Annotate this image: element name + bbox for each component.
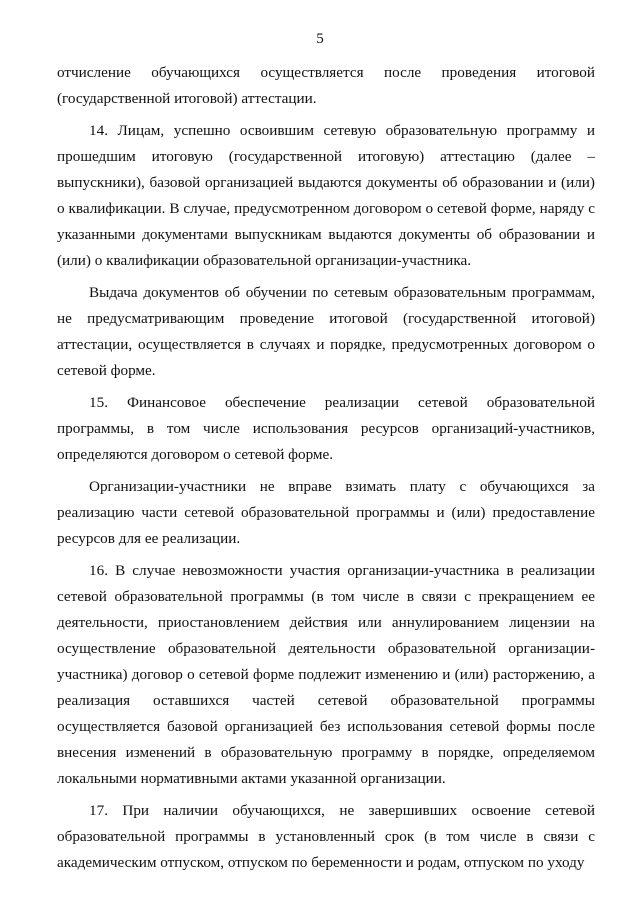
paragraph-item-15: 15. Финансовое обеспечение реализации сетевой образовательной программы, в том числе использования ресурсов организаций-участников, определяются договором о сетевой форме. bbox=[57, 394, 595, 463]
paragraph-item-14: 14. Лицам, успешно освоившим сетевую образовательную программу и прошедшим итоговую (государственной итоговую) аттестацию (далее – выпускники), базовой организацией выдаются документы об образовании и (или) о квалификации. В случае, предусмотренном договором о сетевой форме, наряду с указанными документами выпускникам выдаются документы об образовании и (или) о квалификации образовательной организации-участника. bbox=[57, 122, 595, 269]
paragraph-continuation: отчисление обучающихся осуществляется после проведения итоговой (государственной итоговой) аттестации. bbox=[57, 64, 595, 107]
paragraph-item-17: 17. При наличии обучающихся, не завершивших освоение сетевой образовательной программы в установленный срок (в том числе в связи с академическим отпуском, отпуском по беременности и родам, отпуском по уходу bbox=[57, 802, 595, 871]
paragraph-item-16: 16. В случае невозможности участия организации-участника в реализации сетевой образовательной программы (в том числе в связи с прекращением ее деятельности, приостановлением действия или аннулированием лицензии на осуществление образовательной деятельности образовательной организации-участника) договор о сетевой форме подлежит изменению и (или) расторжению, а реализация оставшихся частей сетевой образовательной программы осуществляется базовой организацией без использования сетевой формы после внесения изменений в образовательную программу в порядке, определяемом локальными нормативными актами указанной организации. bbox=[57, 562, 595, 787]
document-body bbox=[57, 60, 595, 876]
page-number: 5 bbox=[316, 31, 324, 47]
paragraph-documents-issuance: Выдача документов об обучении по сетевым образовательным программам, не предусматривающим проведение итоговой (государственной итоговой) аттестации, осуществляется в случаях и порядке, предусмотренных договором о сетевой форме. bbox=[57, 284, 595, 379]
paragraph-fee-prohibition: Организации-участники не вправе взимать плату с обучающихся за реализацию части сетевой образовательной программы и (или) предоставление ресурсов для ее реализации. bbox=[57, 478, 595, 547]
